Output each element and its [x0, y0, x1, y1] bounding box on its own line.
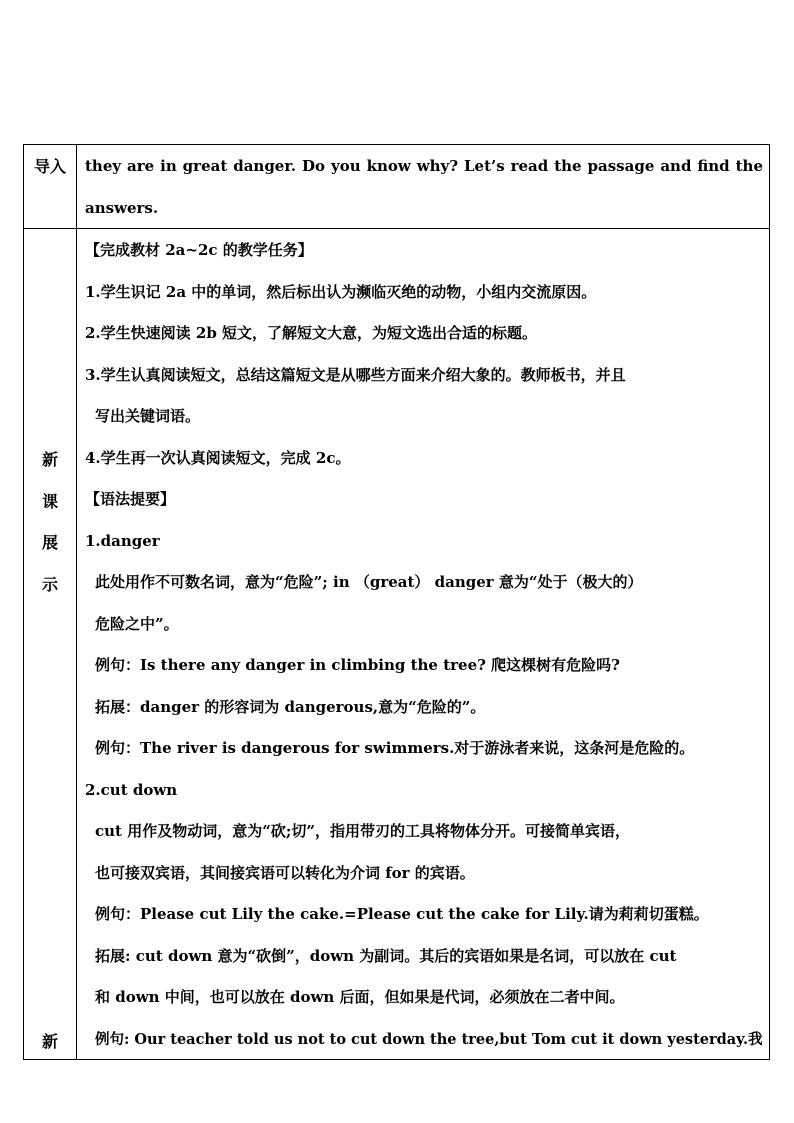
text-line: 1.学生识记 2a 中的单词，然后标出认为濒临灭绝的动物，小组内交流原因。 [85, 282, 597, 301]
text-line: 和 down 中间，也可以放在 down 后面，但如果是代词，必须放在二者中间。 [95, 988, 625, 1006]
text-line: 例句：Is there any danger in climbing the tree? 爬这棵树有危险吗? [95, 656, 620, 674]
text-line: 拓展: cut down 意为“砍倒”，down 为副词。其后的宾语如果是名词，可以放在 cut [95, 946, 677, 965]
text-line: 也可接双宾语，其间接宾语可以转化为介词 for 的宾语。 [95, 863, 475, 882]
text-line: 例句：Please cut Lily the cake.=Please cut the cake for Lily.请为莉莉切蛋糕。 [95, 905, 709, 923]
text-line: 4.学生再一次认真阅读短文，完成 2c。 [85, 448, 351, 467]
label-char: 课 [41, 491, 58, 511]
text-line: cut 用作及物动词，意为“砍;切”，指用带刃的工具将物体分开。可接简单宾语， [95, 822, 630, 840]
lesson-table [23, 144, 770, 1060]
label-char: 展 [41, 533, 58, 552]
intro-line-1: they are in great danger. Do you know why? Let’s read the passage and find the [85, 157, 763, 175]
text-line: 【语法提要】 [85, 490, 176, 508]
text-line: 例句：The river is dangerous for swimmers.对于游泳者来说，这条河是危险的。 [95, 739, 695, 757]
intro-text [85, 146, 763, 229]
text-line: 危险之中”。 [95, 614, 179, 633]
label-char: 新 [41, 1032, 58, 1051]
text-line: 【完成教材 2a~2c 的教学任务】 [85, 241, 313, 259]
row-label-next [24, 1021, 76, 1063]
column-divider [76, 145, 77, 1059]
text-line: 写出关键词语。 [95, 407, 201, 425]
row-label-new-lesson [24, 439, 76, 605]
text-line: 2.学生快速阅读 2b 短文，了解短文大意，为短文选出合适的标题。 [85, 324, 538, 342]
text-line: 拓展：danger 的形容词为 dangerous,意为“危险的”。 [95, 697, 486, 716]
new-lesson-text [85, 230, 763, 1060]
row-label-intro: 导入 [33, 157, 66, 176]
text-line: 3.学生认真阅读短文，总结这篇短文是从哪些方面来介绍大象的。教师板书，并且 [85, 365, 626, 384]
text-line: 1.danger [85, 531, 160, 550]
intro-line-2: answers. [85, 198, 159, 217]
text-line: 2.cut down [85, 780, 178, 799]
text-line: 例句: Our teacher told us not to cut down the tree,but Tom cut it down yesterday.我 [95, 1030, 763, 1048]
text-line: 此处用作不可数名词，意为“危险”; in （great） danger 意为“处于（极大的） [95, 573, 643, 591]
row-intro [24, 145, 769, 229]
label-char: 新 [41, 450, 58, 469]
label-char: 示 [41, 574, 58, 594]
